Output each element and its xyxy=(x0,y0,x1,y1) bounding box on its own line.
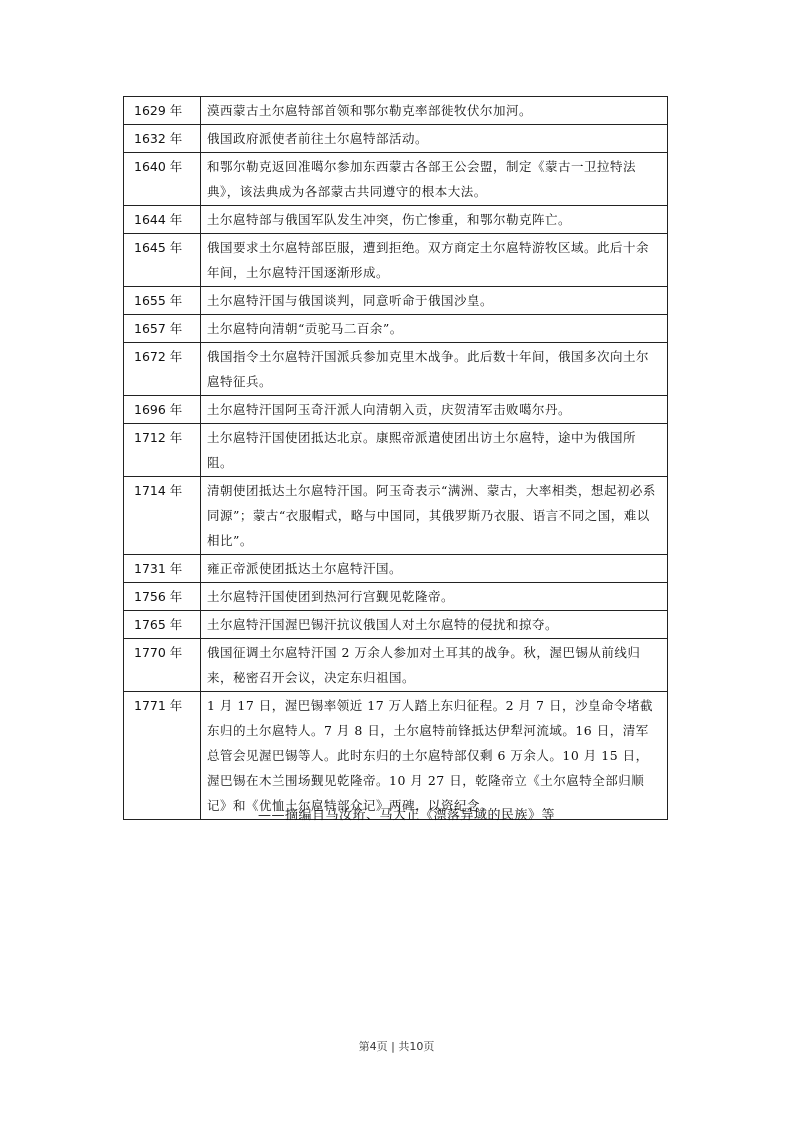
year-cell: 1672 年 xyxy=(124,343,201,396)
event-cell: 和鄂尔勒克返回准噶尔参加东西蒙古各部王公会盟，制定《蒙古一卫拉特法典》，该法典成为各部蒙古共同遵守的根本大法。 xyxy=(201,153,668,206)
year-cell: 1731 年 xyxy=(124,555,201,583)
table-row xyxy=(124,555,668,583)
event-cell: 土尔扈特汗国阿玉奇汗派人向清朝入贡，庆贺清军击败噶尔丹。 xyxy=(201,396,668,424)
table-row xyxy=(124,287,668,315)
source-citation: ——摘编自马汝珩、马大正《漂落异域的民族》等 xyxy=(258,808,556,823)
table-row xyxy=(124,97,668,125)
year-cell: 1640 年 xyxy=(124,153,201,206)
table-row xyxy=(124,477,668,555)
table-row xyxy=(124,639,668,692)
table-row xyxy=(124,692,668,820)
event-cell: 1 月 17 日，渥巴锡率领近 17 万人踏上东归征程。2 月 7 日，沙皇命令堵截东归的土尔扈特人。7 月 8 日，土尔扈特前锋抵达伊犁河流域。16 日，清军总管会见渥巴锡等人。此时东归的土尔扈特部仅剩 6 万余人。10 月 15 日，渥巴锡在木兰围场觐见乾隆帝。10 月 27 日，乾隆帝立《土尔扈特全部归顺记》和《优恤土尔扈特部众记》两碑，以资纪念。 xyxy=(201,692,668,820)
chronology-rows xyxy=(124,97,668,820)
table-row xyxy=(124,583,668,611)
year-cell: 1756 年 xyxy=(124,583,201,611)
event-cell: 清朝使团抵达土尔扈特汗国。阿玉奇表示“满洲、蒙古，大率相类，想起初必系同源”；蒙古“衣服帽式，略与中国同，其俄罗斯乃衣服、语言不同之国，难以相比”。 xyxy=(201,477,668,555)
year-cell: 1770 年 xyxy=(124,639,201,692)
year-cell: 1629 年 xyxy=(124,97,201,125)
chronology-table xyxy=(123,96,668,820)
table-row xyxy=(124,611,668,639)
event-cell: 土尔扈特汗国与俄国谈判，同意听命于俄国沙皇。 xyxy=(201,287,668,315)
table-row xyxy=(124,396,668,424)
table-row xyxy=(124,153,668,206)
event-cell: 漠西蒙古土尔扈特部首领和鄂尔勒克率部徙牧伏尔加河。 xyxy=(201,97,668,125)
table-row xyxy=(124,125,668,153)
page-footer: 第4页 | 共10页 xyxy=(358,1040,435,1053)
year-cell: 1771 年 xyxy=(124,692,201,820)
event-cell: 俄国政府派使者前往土尔扈特部活动。 xyxy=(201,125,668,153)
event-cell: 土尔扈特汗国使团到热河行宫觐见乾隆帝。 xyxy=(201,583,668,611)
event-cell: 土尔扈特汗国渥巴锡汗抗议俄国人对土尔扈特的侵扰和掠夺。 xyxy=(201,611,668,639)
year-cell: 1696 年 xyxy=(124,396,201,424)
year-cell: 1632 年 xyxy=(124,125,201,153)
table-row xyxy=(124,424,668,477)
table-row xyxy=(124,206,668,234)
year-cell: 1655 年 xyxy=(124,287,201,315)
event-cell: 俄国指令土尔扈特汗国派兵参加克里木战争。此后数十年间，俄国多次向土尔扈特征兵。 xyxy=(201,343,668,396)
event-cell: 土尔扈特部与俄国军队发生冲突，伤亡惨重，和鄂尔勒克阵亡。 xyxy=(201,206,668,234)
event-cell: 雍正帝派使团抵达土尔扈特汗国。 xyxy=(201,555,668,583)
table-row xyxy=(124,234,668,287)
year-cell: 1644 年 xyxy=(124,206,201,234)
year-cell: 1765 年 xyxy=(124,611,201,639)
table-row xyxy=(124,315,668,343)
table-row xyxy=(124,343,668,396)
year-cell: 1645 年 xyxy=(124,234,201,287)
event-cell: 土尔扈特汗国使团抵达北京。康熙帝派遣使团出访土尔扈特，途中为俄国所阻。 xyxy=(201,424,668,477)
event-cell: 俄国要求土尔扈特部臣服，遭到拒绝。双方商定土尔扈特游牧区域。此后十余年间，土尔扈特汗国逐渐形成。 xyxy=(201,234,668,287)
event-cell: 俄国征调土尔扈特汗国 2 万余人参加对土耳其的战争。秋，渥巴锡从前线归来，秘密召开会议，决定东归祖国。 xyxy=(201,639,668,692)
year-cell: 1712 年 xyxy=(124,424,201,477)
year-cell: 1714 年 xyxy=(124,477,201,555)
year-cell: 1657 年 xyxy=(124,315,201,343)
event-cell: 土尔扈特向清朝“贡驼马二百余”。 xyxy=(201,315,668,343)
